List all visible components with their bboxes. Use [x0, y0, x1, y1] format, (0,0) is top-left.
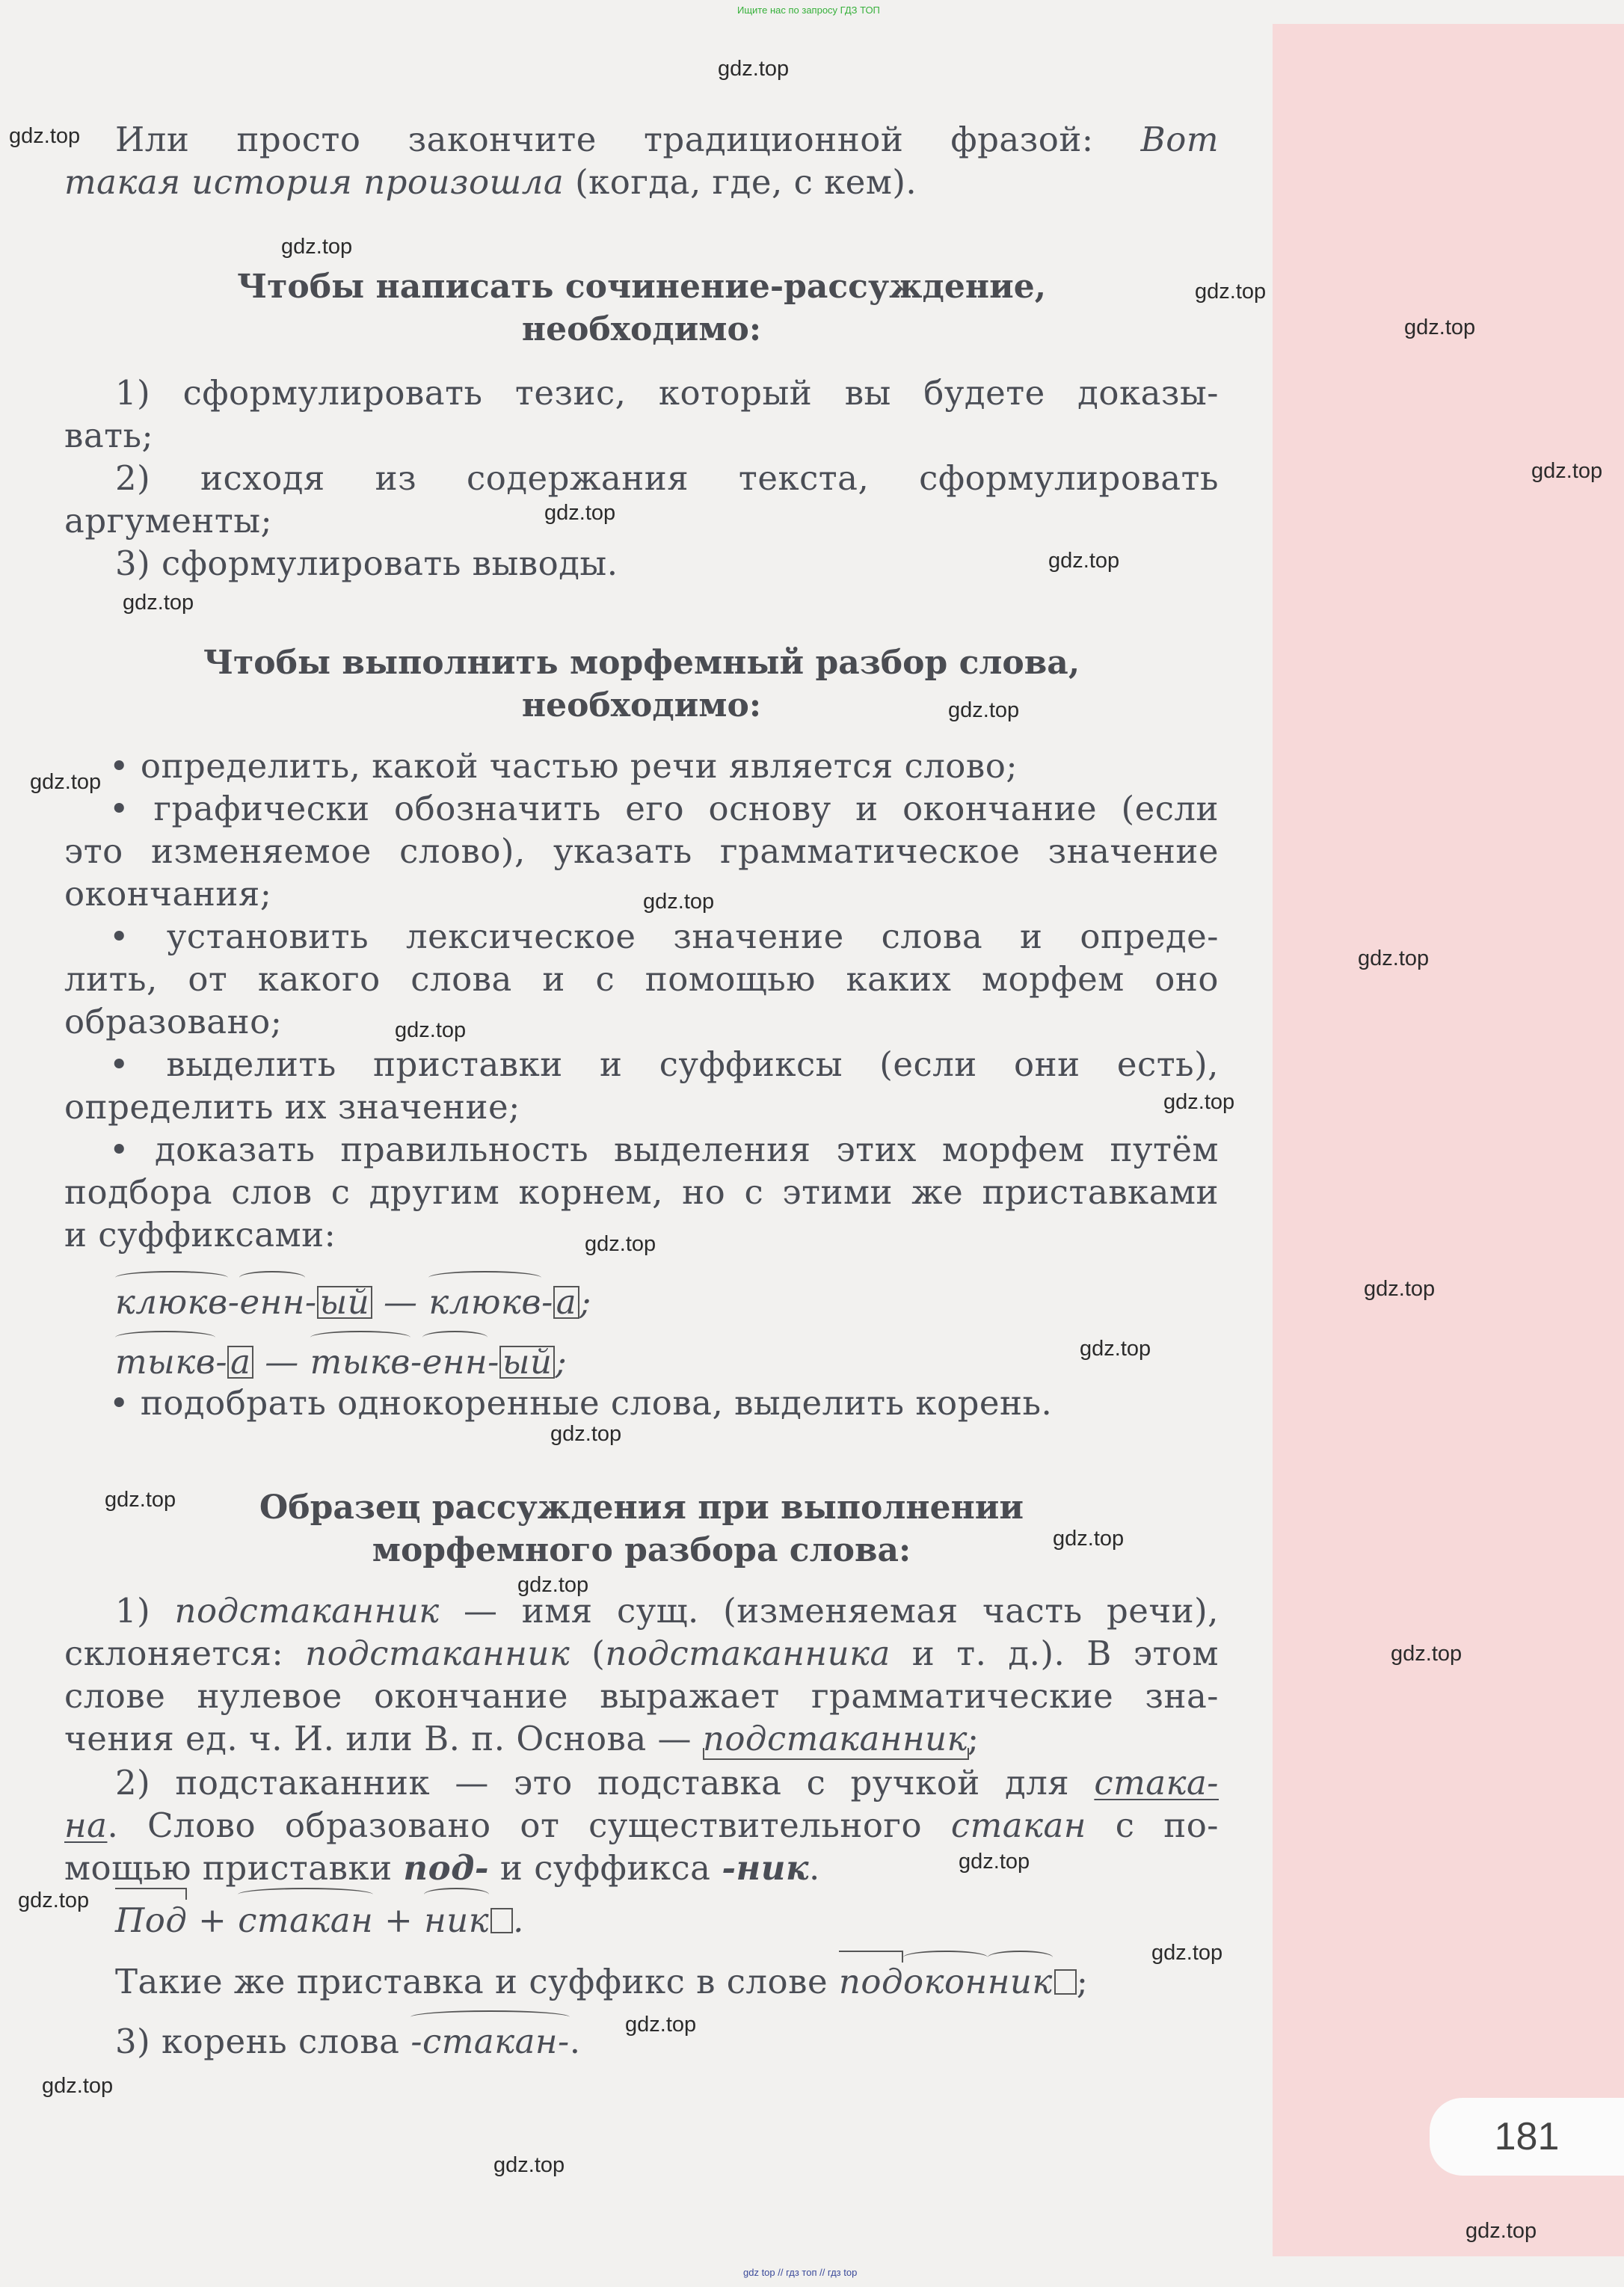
text-fragment: (: [591, 1634, 606, 1673]
root-mark: стакан: [238, 1889, 373, 1952]
text-line: [64, 1804, 1219, 1847]
essay-section: [64, 265, 1219, 585]
ending-box: а: [553, 1286, 579, 1319]
footer-note: gdz top // гдз топ // гдз top: [743, 2267, 858, 2278]
suffix-mark: ник: [424, 1889, 489, 1952]
text-fragment: (когда, где, с кем).: [575, 162, 917, 202]
watermark: gdz.top: [1053, 1527, 1125, 1551]
text-fragment: чения ед. ч. И. или В. п. Основа —: [64, 1719, 692, 1758]
watermark: gdz.top: [1404, 315, 1476, 339]
root-mark: окон: [903, 1952, 988, 2012]
text-fragment: мощью приставки: [64, 1848, 393, 1888]
zero-ending-box: [490, 1908, 513, 1933]
ending-box: а: [227, 1346, 253, 1379]
watermark: gdz.top: [718, 57, 790, 81]
italic-fragment: подстаканник: [174, 1591, 440, 1631]
watermark: gdz.top: [1531, 459, 1603, 483]
ending-box: ый: [499, 1346, 556, 1379]
text-line: слове нулевое окончание выражает грамматические зна-: [64, 1676, 1219, 1716]
watermark: gdz.top: [1364, 1277, 1436, 1301]
bullet-line: • определить, какой частью речи является слово;: [109, 746, 1018, 786]
text-line: [64, 1952, 1219, 2012]
text-fragment: с по-: [1115, 1806, 1219, 1845]
morpheme-section: [64, 641, 1219, 1424]
watermark: gdz.top: [9, 124, 81, 148]
bullet-line: • доказать правильность выделения этих морфем путём: [109, 1130, 1219, 1169]
section-heading: морфемного разбора слова:: [372, 1531, 911, 1569]
punct: ;: [579, 1282, 591, 1322]
text-fragment: и суффикса: [499, 1848, 711, 1888]
text-line: определить их значение;: [64, 1087, 520, 1127]
punct: .: [808, 1848, 820, 1888]
plus: +: [384, 1900, 413, 1940]
suffix-mark: енн: [422, 1332, 487, 1392]
formula-line: [64, 1889, 1219, 1952]
watermark: gdz.top: [30, 770, 102, 794]
text-line: лить, от какого слова и с помощью каких морфем оно: [64, 959, 1219, 999]
watermark: gdz.top: [625, 2013, 697, 2037]
section-heading: Образец рассуждения при выполнении: [259, 1489, 1024, 1527]
prefix-mark: Под: [115, 1889, 187, 1952]
text-fragment: 1): [115, 1591, 151, 1631]
italic-fragment: подстаканник: [305, 1634, 570, 1673]
section-heading: Чтобы выполнить морфемный разбор слова,: [203, 644, 1080, 682]
text-fragment: Или просто закончите традиционной фразой:: [115, 120, 1094, 159]
watermark: gdz.top: [18, 1889, 90, 1912]
prefix-mark: под: [839, 1952, 903, 2012]
text-line: образовано;: [64, 1002, 283, 1041]
text-line: [64, 118, 1219, 161]
section-heading: необходимо:: [521, 686, 762, 724]
watermark: gdz.top: [550, 1422, 622, 1446]
italic-fragment: Вот: [1140, 120, 1219, 159]
text-line: аргументы;: [64, 501, 273, 541]
punct: .: [569, 2022, 581, 2061]
punct: ;: [967, 1719, 979, 1758]
text-line: [64, 1847, 1219, 1889]
suffix-mark: ник: [988, 1952, 1053, 2012]
intro-paragraph: [64, 118, 1219, 203]
root-mark: -стакан-: [410, 2012, 569, 2072]
text-line: 1) сформулировать тезис, который вы будете доказы-: [115, 373, 1219, 413]
text-fragment: склоняется:: [64, 1634, 284, 1673]
watermark: gdz.top: [42, 2074, 114, 2098]
underlined-fragment: стака-: [1094, 1763, 1219, 1803]
hyphen: -: [487, 1342, 499, 1382]
text-line: вать;: [64, 416, 154, 455]
bold-italic-fragment: -ник: [722, 1848, 809, 1888]
root-mark: клюкв: [428, 1272, 541, 1332]
text-fragment: — имя сущ. (изменяемая часть речи),: [463, 1591, 1219, 1631]
bullet-line: • установить лексическое значение слова и опреде-: [109, 917, 1219, 956]
dash: —: [265, 1342, 299, 1382]
watermark: gdz.top: [517, 1573, 589, 1597]
base-mark: подстаканник: [703, 1717, 968, 1761]
watermark: gdz.top: [281, 235, 353, 259]
italic-fragment: стакан: [950, 1806, 1086, 1845]
text-line: [64, 1632, 1219, 1675]
text-line: и суффиксами:: [64, 1215, 336, 1255]
suffix-mark: енн: [239, 1272, 304, 1332]
text-line: [64, 2012, 1219, 2072]
text-fragment: . Слово образовано от существительного: [107, 1806, 923, 1845]
watermark: gdz.top: [1080, 1337, 1151, 1361]
text-line: подбора слов с другим корнем, но с этими же приставками: [64, 1172, 1219, 1212]
watermark: gdz.top: [493, 2153, 565, 2177]
text-fragment: и т. д.). В этом: [911, 1634, 1219, 1673]
text-line: это изменяемое слово), указать грамматическое значение: [64, 831, 1219, 871]
bullet-line: • подобрать однокоренные слова, выделить корень.: [109, 1383, 1053, 1423]
punct: ;: [1076, 1962, 1089, 2001]
watermark: gdz.top: [1358, 946, 1430, 970]
text-line: [64, 1589, 1219, 1632]
text-line: 2) исходя из содержания текста, сформулировать: [115, 458, 1219, 498]
morpheme-example-1: [64, 1272, 1219, 1332]
punct: ;: [555, 1342, 568, 1382]
text-line: [64, 1717, 1219, 1761]
bullet-line: • графически обозначить его основу и окончание (если: [109, 789, 1219, 828]
hyphen: -: [304, 1282, 317, 1322]
bold-italic-fragment: под-: [403, 1848, 490, 1888]
text-fragment: 3) корень слова: [115, 2022, 400, 2061]
root-mark: клюкв: [115, 1272, 228, 1332]
punct: .: [513, 1900, 524, 1940]
hyphen: -: [410, 1342, 422, 1382]
section-heading: необходимо:: [521, 310, 762, 348]
watermark: gdz.top: [1391, 1642, 1462, 1666]
watermark: gdz.top: [544, 501, 616, 525]
text-line: [64, 1761, 1219, 1804]
plus: +: [198, 1900, 227, 1940]
sample-section: [64, 1486, 1219, 2072]
watermark: gdz.top: [948, 698, 1020, 722]
text-line: окончания;: [64, 874, 272, 914]
text-line: [64, 161, 1219, 203]
zero-ending-box: [1054, 1969, 1077, 1995]
pink-margin: [1273, 24, 1624, 2256]
watermark: gdz.top: [585, 1232, 656, 1256]
header-note: Ищите нас по запросу ГДЗ ТОП: [737, 4, 880, 16]
italic-fragment: такая история произошла: [64, 162, 565, 202]
underlined-fragment: на: [64, 1806, 108, 1845]
ending-box: ый: [317, 1286, 373, 1319]
italic-fragment: подстаканника: [605, 1634, 891, 1673]
watermark: gdz.top: [105, 1488, 176, 1512]
page-number: 181: [1430, 2098, 1624, 2176]
watermark: gdz.top: [1465, 2219, 1537, 2243]
watermark: gdz.top: [1151, 1941, 1223, 1965]
text-line: 3) сформулировать выводы.: [115, 544, 618, 583]
watermark: gdz.top: [395, 1018, 467, 1042]
bullet-line: • выделить приставки и суффиксы (если они есть),: [109, 1044, 1219, 1084]
hyphen: -: [215, 1342, 228, 1382]
watermark: gdz.top: [1163, 1090, 1235, 1114]
watermark: gdz.top: [123, 591, 194, 615]
text-fragment: 2) подстаканник — это подставка с ручкой для: [115, 1763, 1070, 1803]
hyphen: -: [227, 1282, 240, 1322]
dash: —: [384, 1282, 418, 1322]
watermark: gdz.top: [959, 1850, 1030, 1874]
text-fragment: Такие же приставка и суффикс в слове: [115, 1962, 828, 2001]
watermark: gdz.top: [1195, 280, 1267, 304]
root-mark: тыкв: [115, 1332, 215, 1392]
watermark: gdz.top: [643, 890, 715, 914]
watermark: gdz.top: [1048, 549, 1120, 573]
section-heading: Чтобы написать сочинение-рассуждение,: [236, 268, 1047, 306]
root-mark: тыкв: [310, 1332, 410, 1392]
hyphen: -: [541, 1282, 553, 1322]
